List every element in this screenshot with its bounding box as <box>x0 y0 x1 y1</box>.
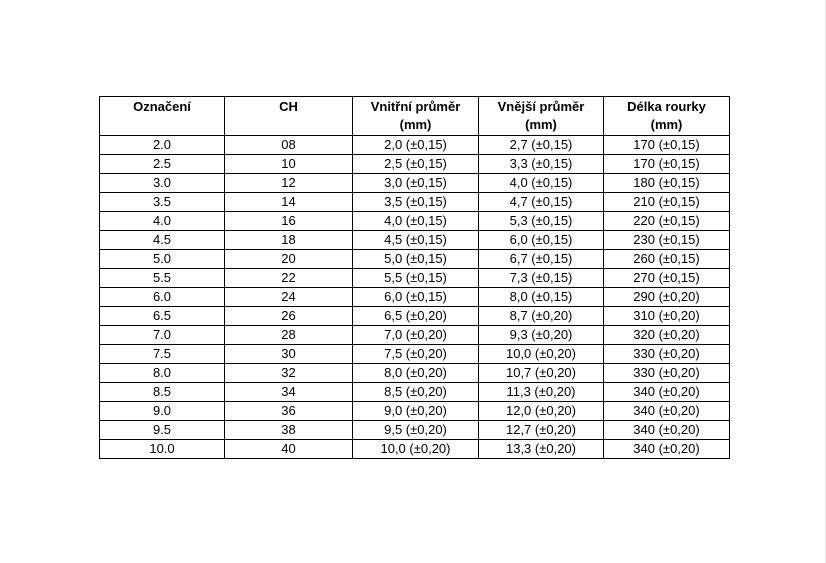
table-row <box>100 383 730 402</box>
designation-cell: 7.0 <box>100 326 225 345</box>
inner-diameter-cell: 6,0 (±0,15) <box>353 288 479 307</box>
designation-cell: 9.0 <box>100 402 225 421</box>
designation-cell: 2.0 <box>100 136 225 155</box>
inner-diameter-cell: 4,0 (±0,15) <box>353 212 479 231</box>
ch-cell: 18 <box>225 231 353 250</box>
designation-cell: 3.0 <box>100 174 225 193</box>
header-inner-diameter <box>353 97 479 136</box>
designation-cell: 6.5 <box>100 307 225 326</box>
outer-diameter-cell: 6,0 (±0,15) <box>479 231 604 250</box>
designation-cell: 4.0 <box>100 212 225 231</box>
outer-diameter-cell: 6,7 (±0,15) <box>479 250 604 269</box>
tube-length-cell: 260 (±0,15) <box>604 250 730 269</box>
table-row <box>100 364 730 383</box>
outer-diameter-cell: 8,7 (±0,20) <box>479 307 604 326</box>
ch-cell: 08 <box>225 136 353 155</box>
tube-length-cell: 220 (±0,15) <box>604 212 730 231</box>
inner-diameter-cell: 2,0 (±0,15) <box>353 136 479 155</box>
designation-cell: 3.5 <box>100 193 225 212</box>
inner-diameter-cell: 6,5 (±0,20) <box>353 307 479 326</box>
designation-cell: 5.0 <box>100 250 225 269</box>
inner-diameter-cell: 8,0 (±0,20) <box>353 364 479 383</box>
outer-diameter-cell: 7,3 (±0,15) <box>479 269 604 288</box>
tube-length-cell: 230 (±0,15) <box>604 231 730 250</box>
table-row <box>100 440 730 459</box>
ch-cell: 40 <box>225 440 353 459</box>
designation-cell: 8.0 <box>100 364 225 383</box>
table-header <box>100 97 730 136</box>
ch-cell: 32 <box>225 364 353 383</box>
specification-table <box>99 96 730 459</box>
ch-cell: 14 <box>225 193 353 212</box>
designation-cell: 5.5 <box>100 269 225 288</box>
tube-length-cell: 210 (±0,15) <box>604 193 730 212</box>
tube-length-cell: 330 (±0,20) <box>604 345 730 364</box>
inner-diameter-cell: 2,5 (±0,15) <box>353 155 479 174</box>
ch-cell: 20 <box>225 250 353 269</box>
ch-cell: 16 <box>225 212 353 231</box>
table-row <box>100 231 730 250</box>
table-row <box>100 326 730 345</box>
tube-length-cell: 170 (±0,15) <box>604 155 730 174</box>
outer-diameter-cell: 5,3 (±0,15) <box>479 212 604 231</box>
header-inner-diameter-line1: Vnitřní průměr <box>370 99 461 114</box>
table-row <box>100 345 730 364</box>
outer-diameter-cell: 10,7 (±0,20) <box>479 364 604 383</box>
inner-diameter-cell: 7,0 (±0,20) <box>353 326 479 345</box>
designation-cell: 8.5 <box>100 383 225 402</box>
ch-cell: 30 <box>225 345 353 364</box>
inner-diameter-cell: 7,5 (±0,20) <box>353 345 479 364</box>
ch-cell: 34 <box>225 383 353 402</box>
ch-cell: 28 <box>225 326 353 345</box>
inner-diameter-cell: 9,0 (±0,20) <box>353 402 479 421</box>
table-row <box>100 212 730 231</box>
table-row <box>100 193 730 212</box>
inner-diameter-cell: 10,0 (±0,20) <box>353 440 479 459</box>
inner-diameter-cell: 3,5 (±0,15) <box>353 193 479 212</box>
outer-diameter-cell: 9,3 (±0,20) <box>479 326 604 345</box>
table-row <box>100 307 730 326</box>
table-row <box>100 136 730 155</box>
outer-diameter-cell: 10,0 (±0,20) <box>479 345 604 364</box>
header-tube-length-line1: Délka rourky <box>627 99 706 114</box>
designation-cell: 2.5 <box>100 155 225 174</box>
header-tube-length-unit: (mm) <box>650 117 683 132</box>
tube-length-cell: 180 (±0,15) <box>604 174 730 193</box>
tube-length-cell: 340 (±0,20) <box>604 421 730 440</box>
table-row <box>100 402 730 421</box>
outer-diameter-cell: 3,3 (±0,15) <box>479 155 604 174</box>
ch-cell: 36 <box>225 402 353 421</box>
designation-cell: 4.5 <box>100 231 225 250</box>
header-ch <box>225 97 353 136</box>
tube-length-cell: 290 (±0,20) <box>604 288 730 307</box>
header-designation-line1: Označení <box>133 99 191 114</box>
inner-diameter-cell: 4,5 (±0,15) <box>353 231 479 250</box>
designation-cell: 6.0 <box>100 288 225 307</box>
table-row <box>100 155 730 174</box>
tube-length-cell: 340 (±0,20) <box>604 402 730 421</box>
inner-diameter-cell: 9,5 (±0,20) <box>353 421 479 440</box>
table-row <box>100 421 730 440</box>
header-outer-diameter-line1: Vnější průměr <box>497 99 585 114</box>
table-body <box>100 136 730 459</box>
header-inner-diameter-unit: (mm) <box>399 117 432 132</box>
tube-length-cell: 270 (±0,15) <box>604 269 730 288</box>
ch-cell: 26 <box>225 307 353 326</box>
tube-length-cell: 320 (±0,20) <box>604 326 730 345</box>
header-row <box>100 97 730 136</box>
outer-diameter-cell: 12,7 (±0,20) <box>479 421 604 440</box>
inner-diameter-cell: 3,0 (±0,15) <box>353 174 479 193</box>
inner-diameter-cell: 5,0 (±0,15) <box>353 250 479 269</box>
table-row <box>100 288 730 307</box>
tube-length-cell: 340 (±0,20) <box>604 440 730 459</box>
outer-diameter-cell: 2,7 (±0,15) <box>479 136 604 155</box>
designation-cell: 10.0 <box>100 440 225 459</box>
inner-diameter-cell: 8,5 (±0,20) <box>353 383 479 402</box>
inner-diameter-cell: 5,5 (±0,15) <box>353 269 479 288</box>
tube-length-cell: 170 (±0,15) <box>604 136 730 155</box>
table-row <box>100 269 730 288</box>
ch-cell: 10 <box>225 155 353 174</box>
tube-length-cell: 340 (±0,20) <box>604 383 730 402</box>
header-designation <box>100 97 225 136</box>
ch-cell: 24 <box>225 288 353 307</box>
outer-diameter-cell: 8,0 (±0,15) <box>479 288 604 307</box>
table-row <box>100 250 730 269</box>
outer-diameter-cell: 12,0 (±0,20) <box>479 402 604 421</box>
ch-cell: 22 <box>225 269 353 288</box>
ch-cell: 38 <box>225 421 353 440</box>
ch-cell: 12 <box>225 174 353 193</box>
outer-diameter-cell: 13,3 (±0,20) <box>479 440 604 459</box>
header-tube-length <box>604 97 730 136</box>
header-outer-diameter-unit: (mm) <box>525 117 557 132</box>
designation-cell: 7.5 <box>100 345 225 364</box>
tube-length-cell: 330 (±0,20) <box>604 364 730 383</box>
designation-cell: 9.5 <box>100 421 225 440</box>
outer-diameter-cell: 4,0 (±0,15) <box>479 174 604 193</box>
header-outer-diameter <box>479 97 604 136</box>
header-ch-line1: CH <box>279 99 298 114</box>
outer-diameter-cell: 11,3 (±0,20) <box>479 383 604 402</box>
table-row <box>100 174 730 193</box>
tube-length-cell: 310 (±0,20) <box>604 307 730 326</box>
outer-diameter-cell: 4,7 (±0,15) <box>479 193 604 212</box>
